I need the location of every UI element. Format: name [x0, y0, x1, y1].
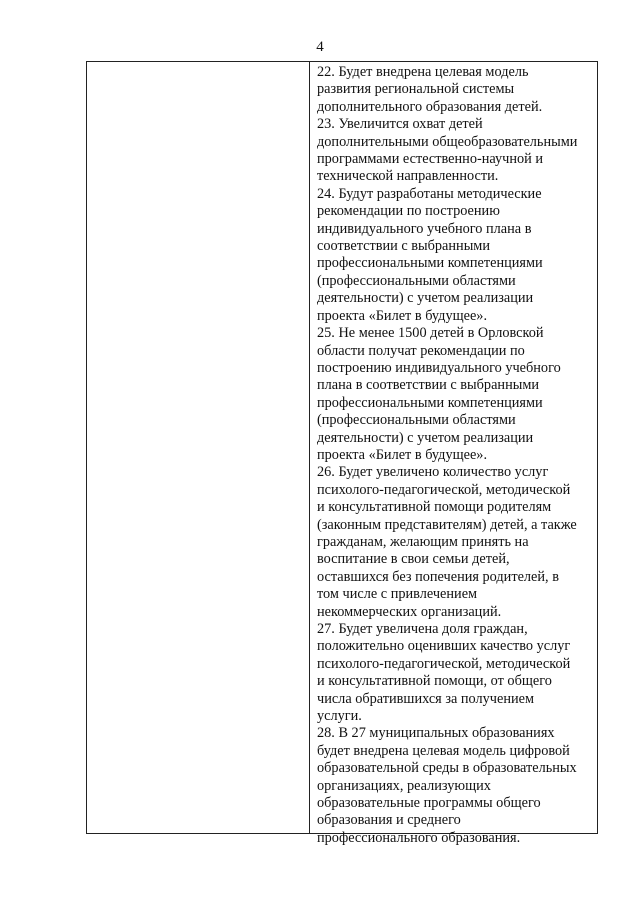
list-item-27: 27. Будет увеличена доля граждан, положительно оценивших качество услуг психолого-педагогической, методической и консультативной помощи, от общего числа обратившихся за получением услуги.: [317, 621, 571, 725]
table-cell-right: [310, 62, 597, 846]
page-number: 4: [316, 39, 324, 55]
document-table: [86, 61, 598, 846]
list-item-25: 25. Не менее 1500 детей в Орловской области получат рекомендации по построению индивидуального учебного плана в соответствии с выбранными профессиональными компетенциями (профессиональными областями деятельности) с учетом реализации проекта «Билет в будущее».: [317, 325, 561, 463]
list-item-28: 28. В 27 муниципальных образованиях будет внедрена целевая модель цифровой образовательной среды в образовательных организациях, реализующих образовательные программы общего образования и среднего профессионального образования.: [317, 725, 577, 846]
list-item-22: 22. Будет внедрена целевая модель развития региональной системы дополнительного образования детей.: [317, 64, 543, 115]
list-item-23: 23. Увеличится охват детей дополнительными общеобразовательными программами естественно-научной и технической направленности.: [317, 116, 578, 185]
list-item-26: 26. Будет увеличено количество услуг психолого-педагогической, методической и консультативной помощи родителям (законным представителям) детей, а также гражданам, желающим принять на воспитание в свои семьи детей, оставшихся без попечения родителей, в том числе с привлечением некоммерческих организаций.: [317, 464, 577, 620]
table-cell-left: [87, 62, 310, 833]
list-item-24: 24. Будут разработаны методические рекомендации по построению индивидуального учебного плана в соответствии с выбранными профессиональными компетенциями (профессиональными областями деятельности) с учетом реализации проекта «Билет в будущее».: [317, 185, 543, 324]
